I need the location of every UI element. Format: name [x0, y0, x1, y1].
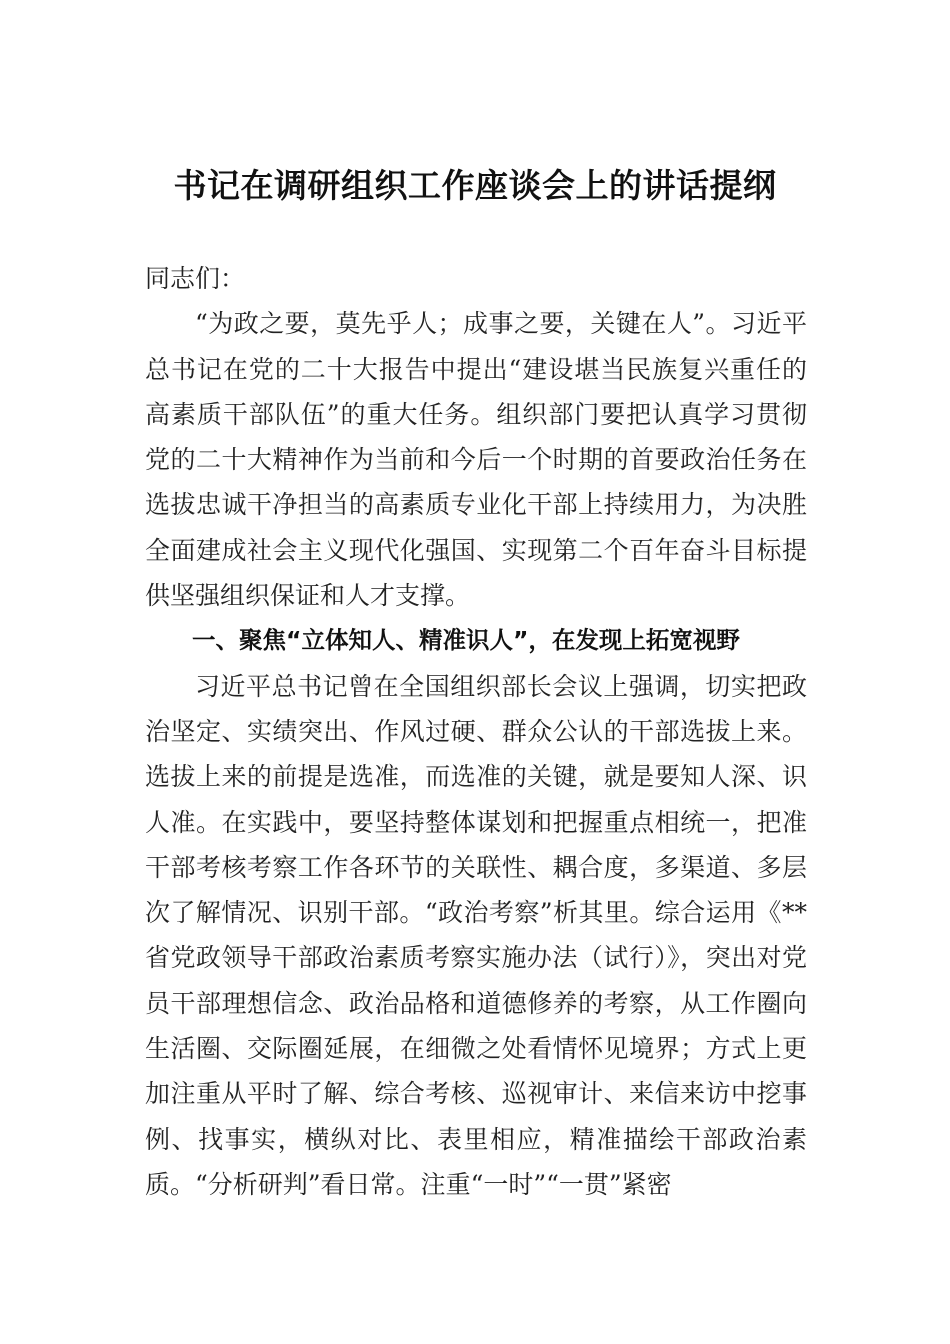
salutation: 同志们： — [145, 264, 246, 293]
document-title: 书记在调研组织工作座谈会上的讲话提纲 — [173, 166, 777, 205]
document-body — [145, 256, 807, 1207]
paragraph-intro: “为政之要，莫先乎人；成事之要，关键在人”。习近平总书记在党的二十大报告中提出“建设堪当民族复兴重任的高素质干部队伍”的重大任务。组织部门要把认真学习贯彻党的二十大精神作为当前和今后一个时期的首要政治任务在选拔忠诚干净担当的高素质专业化干部上持续用力，为决胜全面建成社会主义现代化强国、实现第二个百年奋斗目标提供坚强组织保证和人才支撑。 — [145, 309, 807, 611]
paragraph-section-1: 习近平总书记曾在全国组织部长会议上强调，切实把政治坚定、实绩突出、作风过硬、群众公认的干部选拔上来。选拔上来的前提是选准，而选准的关键，就是要知人深、识人准。在实践中，要坚持整体谋划和把握重点相统一，把准干部考核考察工作各环节的关联性、耦合度，多渠道、多层次了解情况、识别干部。“政治考察”析其里。综合运用《**省党政领导干部政治素质考察实施办法（试行）》，突出对党员干部理想信念、政治品格和道德修养的考察，从工作圈向生活圈、交际圈延展，在细微之处看情怀见境界；方式上更加注重从平时了解、综合考核、巡视审计、来信来访中挖事例、找事实，横纵对比、表里相应，精准描绘干部政治素质。“分析研判”看日常。注重“一时”“一贯”紧密 — [145, 671, 807, 1199]
section-heading-1: 一、聚焦“立体知人、精准识人”，在发现上拓宽视野 — [192, 626, 740, 655]
